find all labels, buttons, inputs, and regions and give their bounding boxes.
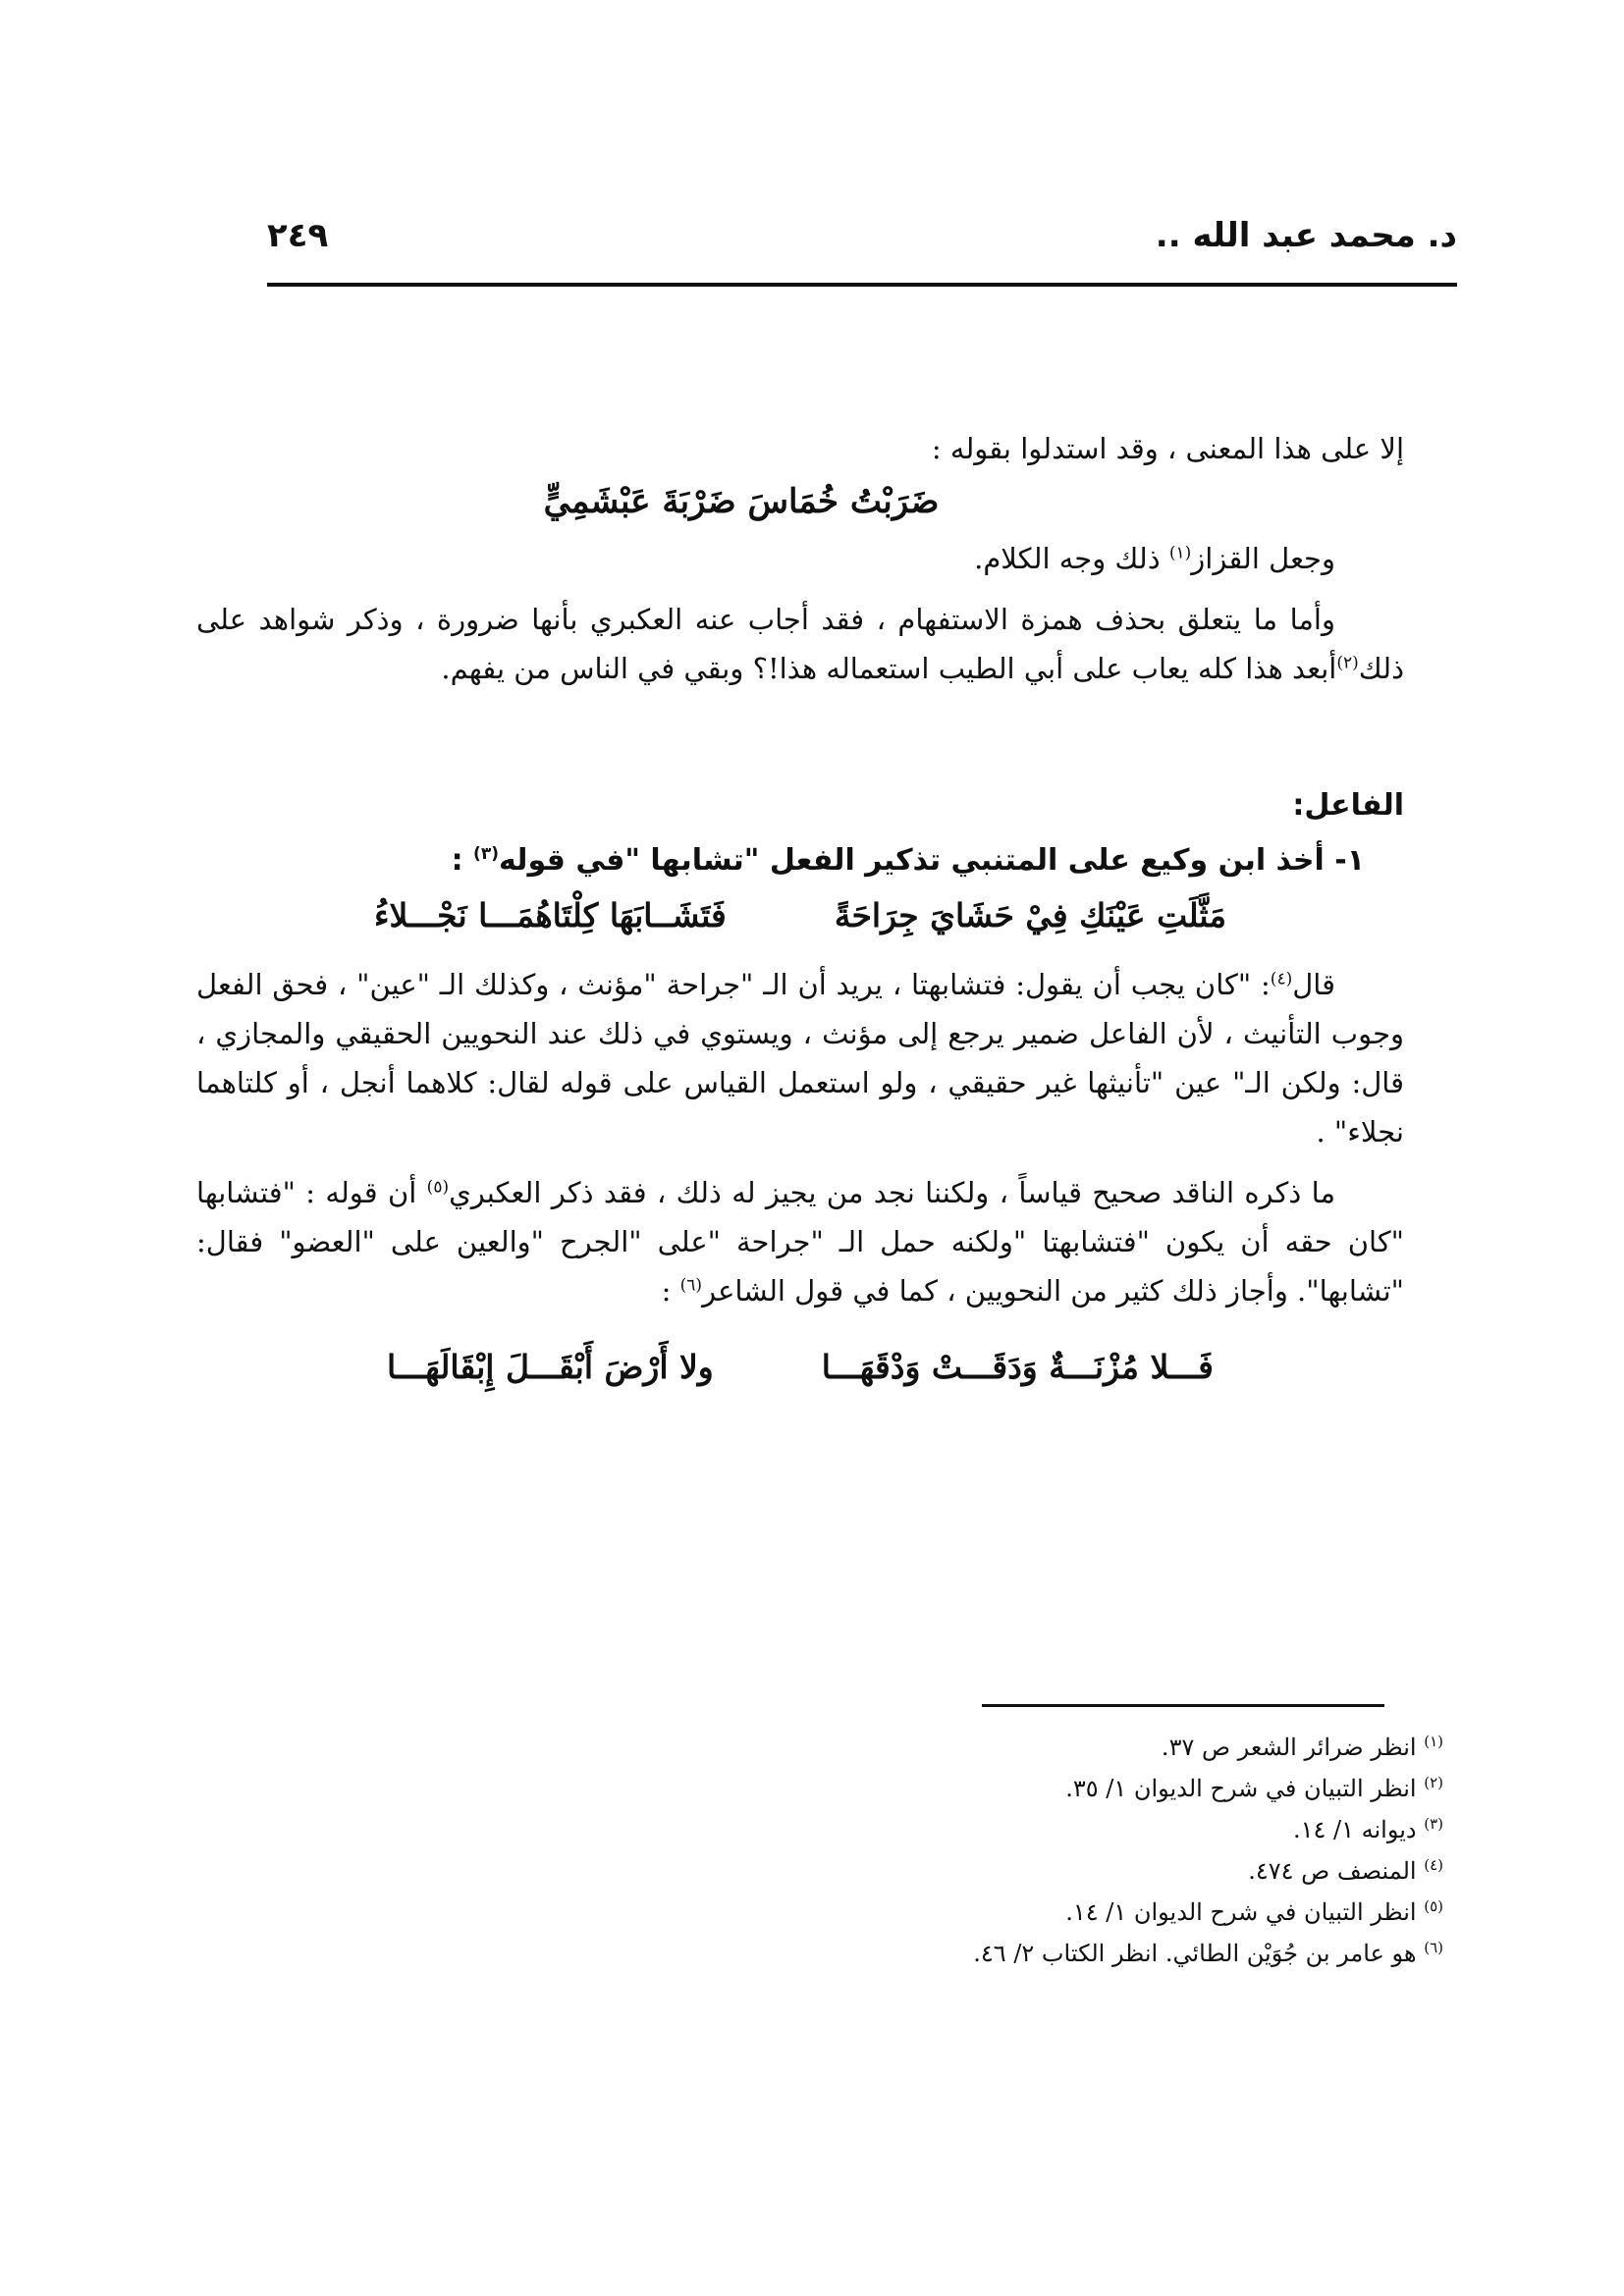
footnote-number: (٣) — [1424, 1815, 1443, 1833]
paragraph-5 — [196, 1168, 1404, 1315]
header-rule — [267, 283, 1457, 287]
paragraph-2-text-b: ذلك وجه الكلام. — [974, 542, 1169, 575]
footnotes — [687, 1728, 1443, 1975]
footnote-ref-2[interactable]: (٢) — [1336, 653, 1359, 673]
paragraph-4-text-b: : "كان يجب أن يقول: فتشابهتا ، يريد أن الـ "جراحة "مؤنث ، وكذلك الـ "عين" ، فحق الفعل وجوب التأنيث ، لأن الفاعل ضمير يرجع إلى مؤنث ، ويستوي في ذلك عند النحويين الحقيقي والمجازي ، قال: ولكن الـ" عين "تأنيثها غير حقيقي ، ولو استعمل القياس على قوله لقال: كلاهما أنجل ، أو كلتاهما نجلاء" . — [196, 968, 1404, 1148]
verse-2-second-hemistich: فَتَشَــابَهَا كِلْتَاهُمَـــا نَجْـــلاءُ — [373, 896, 727, 934]
header-author: د. محمد عبد الله .. — [1155, 216, 1457, 255]
footnote — [687, 1810, 1443, 1849]
verse-2 — [196, 891, 1404, 940]
page-number: ٢٤٩ — [267, 216, 329, 255]
footnote — [687, 1893, 1443, 1932]
footnote-ref-5[interactable]: (٥) — [426, 1177, 450, 1198]
running-header — [267, 216, 1457, 275]
footnote — [687, 1728, 1443, 1767]
paragraph-1-text: إلا على هذا المعنى ، وقد استدلوا بقوله : — [931, 432, 1404, 465]
verse-1: ضَرَبْتُ خُمَاسَ ضَرْبَةَ عَبْشَمِيٍّ — [543, 482, 940, 521]
footnote-number: (٦) — [1424, 1939, 1443, 1956]
paragraph-5-text-b: أن قوله : "فتشابها "كان حقه أن يكون "فتشابهتا "ولكنه حمل الـ "جراحة "على "الجرح "والعين على "العضو" فقال: "تشابها". وأجاز ذلك كثير من النحويين ، كما في قول الشاعر — [196, 1176, 1404, 1308]
paragraph-5-text-c: : — [661, 1274, 680, 1308]
footnote-number: (٥) — [1424, 1897, 1443, 1915]
footnote-number: (٤) — [1424, 1856, 1443, 1874]
footnote-text: انظر التبيان في شرح الديوان ١/ ٣٥. — [1065, 1775, 1417, 1802]
paragraph-5-text-a: ما ذكره الناقد صحيح قياساً ، ولكننا نجد من يجيز له ذلك ، فقد ذكر العكبري — [449, 1176, 1335, 1209]
verse-3-second-hemistich: ولا أَرْضَ أَبْقَـــلَ إِبْقَالَهَـــا — [387, 1348, 714, 1386]
list-item-1-text-b: : — [451, 843, 474, 878]
footnote — [687, 1851, 1443, 1891]
footnote-ref-3[interactable]: (٣) — [473, 844, 499, 864]
footnote-ref-6[interactable]: (٦) — [679, 1275, 703, 1296]
section-heading: الفاعل: — [1292, 788, 1404, 823]
paragraph-4 — [196, 960, 1404, 1156]
footnote-number: (٢) — [1424, 1774, 1443, 1791]
footnote-rule — [982, 1704, 1384, 1707]
footnote-text: هو عامر بن جُوَيْن الطائي. انظر الكتاب ٢/ ٤٦. — [973, 1940, 1417, 1967]
paragraph-2 — [196, 534, 1404, 583]
list-item-1-text-a: ١- أخذ ابن وكيع على المتنبي تذكير الفعل "تشابها "في قوله — [498, 843, 1365, 878]
footnote-number: (١) — [1424, 1733, 1443, 1750]
verse-3-first-hemistich: فَـــلا مُزْنَـــةٌ وَدَقَـــتْ وَدْقَهَـــا — [821, 1348, 1214, 1386]
footnote — [687, 1769, 1443, 1808]
list-item-1 — [196, 836, 1365, 885]
paragraph-3 — [196, 595, 1404, 693]
footnote-text: المنصف ص ٤٧٤. — [1248, 1857, 1417, 1885]
paragraph-3-text-a: وأما ما يتعلق بحذف همزة الاستفهام ، فقد أجاب عنه العكبري بأنها ضرورة ، وذكر شواهد على ذلك — [196, 603, 1404, 685]
paragraph-3-text-b: أبعد هذا كله يعاب على أبي الطيب استعماله هذا!؟ وبقي في الناس من يفهم. — [441, 652, 1337, 685]
footnote-text: انظر ضرائر الشعر ص ٣٧. — [1161, 1734, 1417, 1761]
verse-2-first-hemistich: مَثَّلَتِ عَيْنَكِ فِيْ حَشَايَ جِرَاحَةً — [834, 896, 1227, 934]
footnote-text: انظر التبيان في شرح الديوان ١/ ١٤. — [1065, 1898, 1417, 1926]
footnote-text: ديوانه ١/ ١٤. — [1292, 1816, 1417, 1843]
footnote — [687, 1934, 1443, 1973]
body-text — [196, 424, 1404, 1412]
footnote-ref-4[interactable]: (٤) — [1270, 969, 1293, 989]
paragraph-4-text-a: قال — [1292, 968, 1335, 1001]
paragraph-2-text-a: وجعل القزاز — [1191, 542, 1335, 575]
footnote-ref-1[interactable]: (١) — [1168, 543, 1192, 563]
paragraph-1 — [196, 424, 1404, 473]
verse-3 — [196, 1343, 1404, 1392]
